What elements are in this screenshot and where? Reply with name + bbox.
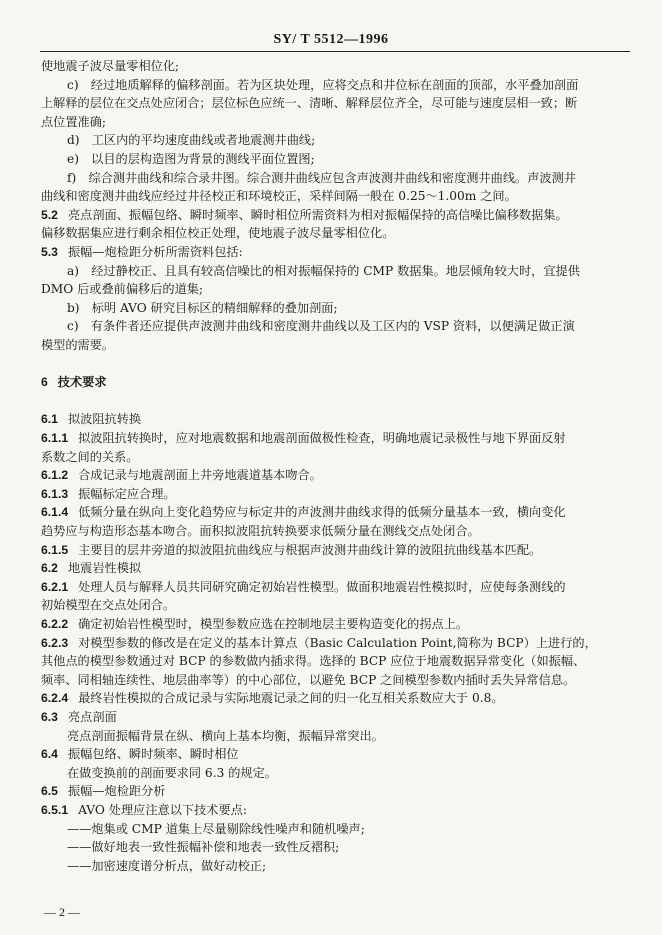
text-line (41, 671, 632, 689)
clause-number: 6.1 (41, 412, 58, 427)
line-text: f) 综合测井曲线和综合录井图。综合测井曲线应包含声波测井曲线和密度测井曲线。声波测井 (67, 170, 576, 185)
clause-number: 6.1.4 (41, 505, 69, 520)
line-text: 振幅包络、瞬时频率、瞬时相位 (67, 747, 239, 762)
clause-number: 6.4 (41, 747, 58, 762)
line-text: a) 经过静校正、且具有较高信噪比的相对振幅保持的 CMP 数据集。地层倾角较大时，宜提供 (67, 263, 580, 278)
line-text: 拟波阻抗转换 (67, 412, 142, 427)
line-text: 系数之间的关系。 (41, 449, 139, 464)
line-text: 上解释的层位在交点处应闭合；层位标色应统一、清晰、解释层位齐全，尽可能与速度层相一致；断 (41, 96, 578, 111)
clause-6-1-4 (41, 503, 632, 521)
line-text: 处理人员与解释人员共同研究确定初始岩性模型。做面积地震岩性模拟时，应使每条测线的 (78, 579, 566, 594)
text-line (41, 448, 632, 466)
line-text: 曲线和密度测井曲线应经过井径校正和环境校正，采样间隔一般在 0.25～1.00m 之间。 (41, 189, 517, 204)
clause-number: 6.1.5 (41, 542, 69, 557)
line-text: 确定初始岩性模型时，模型参数应选在控制地层主要构造变化的拐点上。 (78, 617, 469, 631)
line-text: AVO 处理应注意以下技术要点: (78, 803, 247, 817)
line-text: 振幅—炮检距分析 (67, 784, 166, 799)
line-text: 主要目的层井旁道的拟波阻抗曲线应与根据声波测井曲线计算的波阻抗曲线基本匹配。 (78, 542, 542, 557)
line-text: b) 标明 AVO 研究目标区的精细解释的叠加剖面; (67, 300, 338, 315)
clause-6 (41, 373, 632, 391)
clause-number: 6.1.2 (41, 468, 69, 483)
line-text: 点位置准确; (41, 114, 107, 129)
text-line (41, 317, 632, 335)
clause-number: 6.2.4 (41, 691, 69, 706)
clause-6-1 (41, 410, 632, 428)
text-line (41, 820, 632, 838)
line-text: 其他点的模型参数通过对 BCP 的参数做内插求得。选择的 BCP 应位于地震数据异常变化（如振幅、 (41, 654, 586, 669)
clause-5-2 (41, 206, 632, 224)
line-text: 振幅标定应合理。 (78, 486, 176, 501)
text-line (41, 187, 632, 205)
clause-6-2 (41, 559, 632, 577)
text-line (41, 336, 632, 354)
line-text: 使地震子波尽量零相位化; (41, 59, 180, 73)
line-text: 初始模型在交点处闭合。 (41, 598, 176, 613)
text-line (41, 838, 632, 856)
line-text: 合成记录与地震剖面上井旁地震道基本吻合。 (78, 468, 322, 483)
clause-6-1-2 (41, 466, 632, 484)
text-line (41, 299, 632, 317)
clause-6-3 (41, 708, 632, 726)
text-line (41, 522, 632, 540)
page-number: — 2 — (44, 905, 80, 919)
text-line (41, 131, 632, 149)
clause-6-2-2 (41, 615, 632, 633)
text-line (41, 57, 632, 75)
line-text: 亮点剖面振幅背景在纵、横向上基本均衡，振幅异常突出。 (67, 728, 384, 743)
clause-5-3 (41, 243, 632, 261)
clause-number: 6.5 (41, 784, 58, 799)
text-line (41, 94, 632, 112)
text-line (41, 727, 632, 745)
clause-number: 6.2.3 (41, 635, 69, 650)
text-line (41, 392, 632, 410)
text-line (41, 76, 632, 94)
text-line (41, 150, 632, 168)
text-line (41, 652, 632, 670)
line-text: d) 工区内的平均速度曲线或者地震测井曲线; (67, 133, 316, 148)
clause-number: 6.1.1 (41, 431, 69, 445)
line-text: c) 经过地质解释的偏移剖面。若为区块处理，应将交点和井位标在剖面的顶部，水平叠加剖面 (67, 77, 579, 92)
text-line (41, 113, 632, 131)
line-text: ——炮集或 CMP 道集上尽量剔除线性噪声和随机噪声; (67, 821, 365, 836)
text-line (41, 280, 632, 298)
clause-number: 5.3 (41, 245, 58, 259)
clause-number: 6.1.3 (41, 486, 69, 501)
line-text: ——加密速度谱分析点，做好动校正; (67, 858, 267, 873)
line-text: 地震岩性模拟 (67, 561, 142, 576)
clause-6-5 (41, 782, 632, 800)
clause-6-1-1 (41, 429, 632, 447)
line-text: 拟波阻抗转换时，应对地震数据和地震剖面做极性检查，明确地震记录极性与地下界面反射 (78, 431, 566, 445)
line-text: 对模型参数的修改是在定义的基本计算点（Basic Calculation Point,简称为 BCP）上进行的， (78, 635, 597, 650)
text-line (41, 355, 632, 373)
text-line (41, 262, 632, 280)
line-text: ——做好地表一致性振幅补偿和地表一致性反褶积; (67, 840, 340, 855)
clause-6-2-4 (41, 689, 632, 707)
clause-number: 5.2 (41, 207, 58, 222)
line-text: 最终岩性模拟的合成记录与实际地震记录之间的归一化互相关系数应大于 0.8。 (78, 691, 504, 706)
line-text: 亮点剖面、振幅包络、瞬时频率、瞬时相位所需资料为相对振幅保持的高信噪比偏移数据集。 (67, 207, 568, 222)
line-text: 趋势应与构造形态基本吻合。面积拟波阻抗转换要求低频分量在测线交点处闭合。 (41, 524, 480, 538)
line-text: e) 以目的层构造图为背景的测线平面位置图; (67, 152, 315, 166)
header-rule (40, 51, 630, 52)
text-line (41, 224, 632, 242)
line-text: 振幅—炮检距分析所需资料包括: (67, 245, 243, 259)
clause-number: 6.2.1 (41, 579, 69, 594)
clause-number: 6.5.1 (41, 803, 69, 817)
line-text: 亮点剖面 (67, 710, 117, 724)
clause-6-4 (41, 745, 632, 763)
line-text: 偏移数据集应进行剩余相位校正处理，使地震子波尽量零相位化。 (41, 226, 395, 241)
line-text: DMO 后或叠前偏移后的道集; (41, 282, 204, 297)
text-line (41, 857, 632, 875)
clause-number: 6.2.2 (41, 617, 69, 631)
clause-6-5-1 (41, 801, 632, 819)
line-text: c) 有条件者还应提供声波测井曲线和密度测井曲线以及工区内的 VSP 资料，以便满足做正演 (67, 319, 575, 334)
line-text: 低频分量在纵向上变化趋势应与标定井的声波测井曲线求得的低频分量基本一致，横向变化 (78, 505, 566, 520)
line-text: 模型的需要。 (41, 338, 115, 352)
page-header: SY/ T 5512—1996 (273, 32, 389, 47)
line-text: 在做变换前的剖面要求同 6.3 的规定。 (67, 765, 277, 780)
text-line (41, 169, 632, 187)
text-line (41, 596, 632, 614)
clause-number: 6 (41, 375, 48, 390)
clause-6-2-1 (41, 578, 632, 596)
text-line (41, 764, 632, 782)
section-title: 技术要求 (57, 375, 107, 390)
clause-6-1-5 (41, 541, 632, 559)
clause-number: 6.3 (41, 710, 58, 724)
clause-number: 6.2 (41, 561, 58, 576)
line-text: 频率、同相轴连续性、地层曲率等）的中心部位，以避免 BCP 之间模型参数内插时丢失异常信息。 (41, 672, 576, 687)
clause-6-1-3 (41, 485, 632, 503)
clause-6-2-3 (41, 634, 632, 652)
